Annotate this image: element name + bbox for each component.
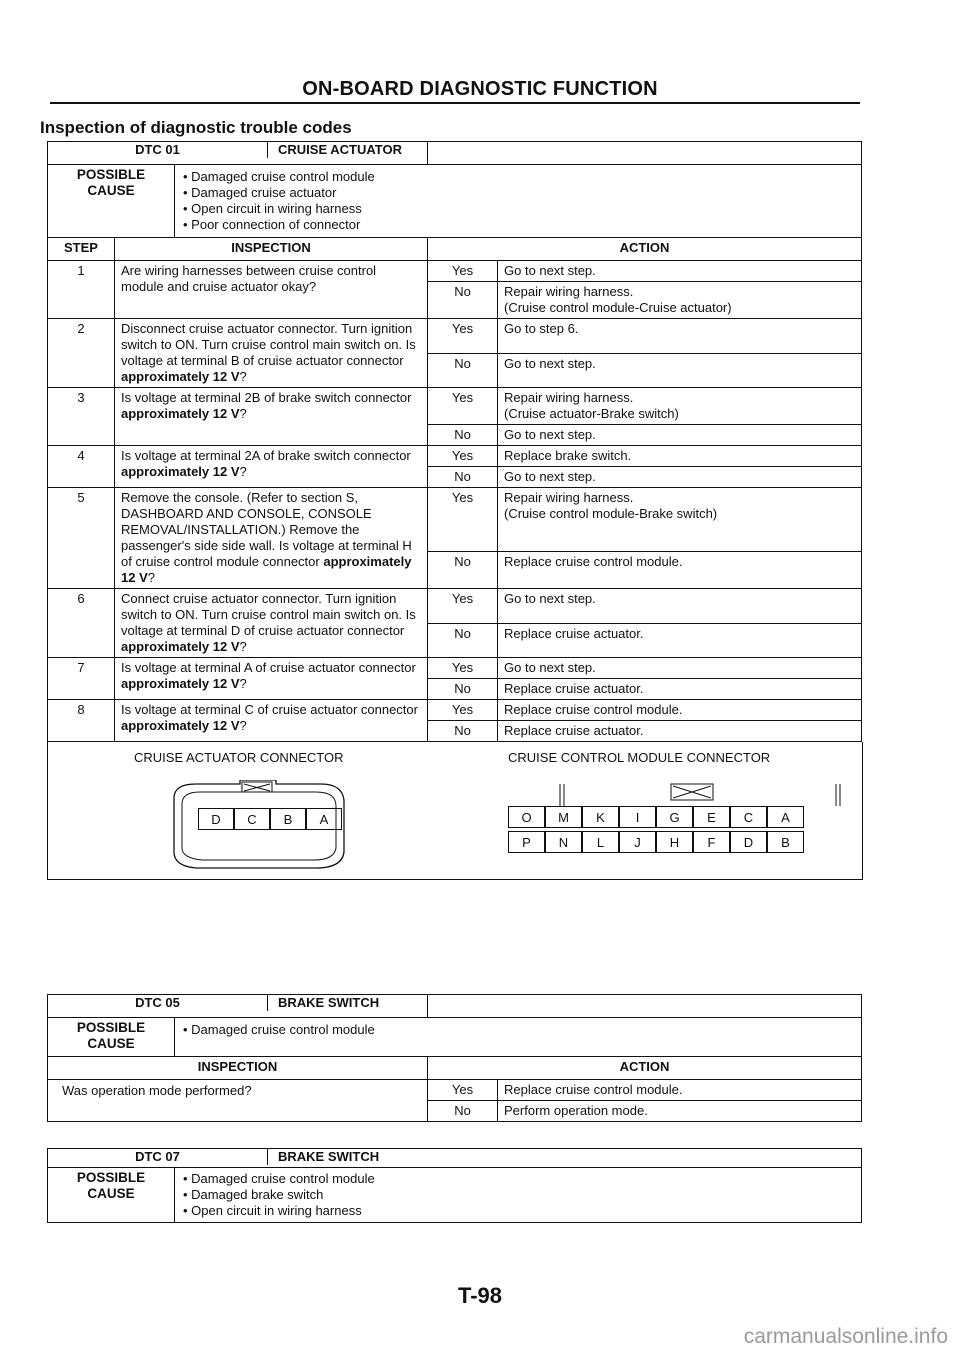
module-pin: F [693, 831, 730, 853]
cause-item: • Damaged cruise control module [183, 1171, 853, 1187]
dtc05-columns-row [48, 1057, 862, 1080]
yes-action: Go to next step. [504, 263, 596, 278]
no-label: No [428, 425, 498, 446]
col-inspection: INSPECTION [48, 1057, 428, 1080]
dtc01-causes-list [183, 169, 853, 233]
dtc07-header-row [48, 1149, 862, 1168]
step-inspection-text: Disconnect cruise actuator connector. Turn ignition switch to ON. Turn cruise control main switch on. Is voltage at terminal B of cruise actuator connector [121, 321, 416, 368]
module-pin: J [619, 831, 656, 853]
yes-action-cell [498, 446, 862, 467]
title-rule [50, 102, 860, 104]
step-inspection [115, 658, 428, 700]
yes-action-detail: (Cruise actuator-Brake switch) [504, 406, 679, 421]
dtc05-table [47, 994, 862, 1122]
step-inspection [115, 319, 428, 388]
no-action-cell [498, 721, 862, 742]
no-label: No [428, 353, 498, 388]
no-action: Go to next step. [504, 469, 596, 484]
step-question-mark: ? [147, 570, 155, 585]
page-title: ON-BOARD DIAGNOSTIC FUNCTION [302, 78, 658, 100]
step-inspection-bold: approximately 12 V [121, 718, 240, 733]
step-question-mark: ? [239, 464, 247, 479]
step-number: 5 [48, 488, 115, 589]
module-pin: L [582, 831, 619, 853]
no-label: No [428, 679, 498, 700]
yes-action: Replace brake switch. [504, 448, 632, 463]
step-inspection [115, 488, 428, 589]
no-action: Go to next step. [504, 355, 596, 371]
actuator-pin: B [270, 808, 306, 830]
no-label: No [428, 1101, 498, 1122]
step-inspection-bold: approximately 12 V [121, 639, 240, 654]
step-question-mark: ? [239, 718, 247, 733]
dtc01-table [47, 141, 862, 742]
step-row [48, 446, 862, 467]
dtc01-cause-row [48, 165, 862, 238]
module-pin: M [545, 806, 582, 828]
step-inspection-text: Remove the console. (Refer to section S, DASHBOARD AND CONSOLE, CONSOLE REMOVAL/INSTALLATION.) Remove the passenger's side side wall. Is voltage at terminal H of cruise control module connector [121, 490, 412, 569]
dtc05-cause-row [48, 1018, 862, 1057]
step-inspection [115, 261, 428, 319]
module-pin: E [693, 806, 730, 828]
module-pin: K [582, 806, 619, 828]
step-number: 7 [48, 658, 115, 700]
step-question-mark: ? [239, 406, 247, 421]
no-label: No [428, 282, 498, 319]
cause-item: • Damaged brake switch [183, 1187, 853, 1203]
step-row [48, 700, 862, 721]
col-inspection: INSPECTION [115, 238, 428, 261]
yes-label: Yes [428, 446, 498, 467]
step-inspection-bold: approximately 12 V [121, 406, 240, 421]
dtc07-cause-row [48, 1168, 862, 1223]
no-label: No [428, 467, 498, 488]
module-pin: G [656, 806, 693, 828]
no-action-cell [498, 679, 862, 700]
step-inspection-text: Is voltage at terminal A of cruise actuator connector [121, 660, 416, 675]
module-connector-label: CRUISE CONTROL MODULE CONNECTOR [508, 750, 771, 765]
dtc07-code: DTC 07 [48, 1149, 268, 1165]
module-pin: C [730, 806, 767, 828]
step-inspection-text: Are wiring harnesses between cruise control module and cruise actuator okay? [121, 263, 377, 294]
actuator-pin: D [198, 808, 234, 830]
no-action-cell [498, 282, 862, 319]
step-row [48, 319, 862, 354]
yes-label: Yes [428, 319, 498, 354]
dtc07-possible-cause-label: POSSIBLE CAUSE [48, 1168, 175, 1223]
watermark: carmanualsonline.info [743, 1325, 948, 1348]
no-action: Replace cruise control module. [504, 554, 683, 570]
yes-action-cell [498, 700, 862, 721]
yes-action: Go to next step. [504, 660, 596, 675]
no-label: No [428, 552, 498, 589]
module-pin: A [767, 806, 804, 828]
step-row [48, 261, 862, 282]
yes-action-detail: (Cruise control module-Brake switch) [504, 506, 718, 521]
module-pin: H [656, 831, 693, 853]
no-label: No [428, 623, 498, 658]
page-number: T-98 [457, 1283, 503, 1308]
cause-item: • Open circuit in wiring harness [183, 1203, 853, 1219]
step-row [48, 589, 862, 624]
step-row [48, 658, 862, 679]
dtc07-name: BRAKE SWITCH [278, 1149, 380, 1164]
dtc01-header-row [48, 142, 862, 165]
step-question-mark: ? [239, 369, 247, 384]
module-pin: I [619, 806, 656, 828]
no-action-detail: (Cruise control module-Cruise actuator) [504, 300, 732, 315]
yes-action: Replace cruise control module. [498, 1080, 862, 1101]
connector-diagram-area [47, 742, 863, 880]
step-inspection-text: Is voltage at terminal 2B of brake switch connector [121, 390, 412, 405]
dtc01-steps [48, 261, 862, 742]
yes-label: Yes [428, 589, 498, 624]
module-pin: N [545, 831, 582, 853]
step-inspection-bold: approximately 12 V [121, 554, 412, 585]
yes-action-cell [498, 319, 862, 354]
yes-action: Repair wiring harness. [504, 390, 634, 405]
yes-action: Go to step 6. [504, 321, 579, 336]
section-title: Inspection of diagnostic trouble codes [40, 118, 352, 137]
dtc05-possible-cause-label: POSSIBLE CAUSE [48, 1018, 175, 1057]
no-action: Replace cruise actuator. [504, 625, 644, 641]
step-question-mark: ? [239, 639, 247, 654]
step-row [48, 388, 862, 425]
step-number: 8 [48, 700, 115, 742]
yes-label: Yes [428, 388, 498, 425]
col-step: STEP [48, 238, 115, 261]
yes-action-cell [498, 488, 862, 552]
no-action-cell [498, 623, 862, 658]
actuator-pin: C [234, 808, 270, 830]
dtc07-table [47, 1148, 862, 1223]
step-inspection-bold: approximately 12 V [121, 369, 240, 384]
yes-action-cell [498, 658, 862, 679]
no-action: Replace cruise actuator. [504, 681, 644, 696]
yes-label: Yes [428, 261, 498, 282]
cause-item: • Open circuit in wiring harness [183, 201, 853, 217]
col-action: ACTION [428, 238, 862, 261]
cause-item: • Poor connection of connector [183, 217, 853, 233]
actuator-pin: A [306, 808, 342, 830]
step-number: 2 [48, 319, 115, 388]
dtc05-name: BRAKE SWITCH [278, 995, 380, 1010]
col-action: ACTION [428, 1057, 862, 1080]
no-action-cell [498, 552, 862, 589]
yes-label: Yes [428, 1080, 498, 1101]
step-inspection [115, 700, 428, 742]
no-action-cell [498, 467, 862, 488]
yes-label: Yes [428, 488, 498, 552]
step-inspection-text: Is voltage at terminal 2A of brake switch connector [121, 448, 411, 463]
cause-item: • Damaged cruise actuator [183, 185, 853, 201]
step-number: 1 [48, 261, 115, 319]
dtc05-yes-row [48, 1080, 862, 1101]
step-inspection [115, 446, 428, 488]
dtc01-possible-cause-label: POSSIBLE CAUSE [48, 165, 175, 238]
yes-action: Go to next step. [504, 591, 596, 606]
dtc05-code: DTC 05 [48, 995, 268, 1011]
step-row [48, 488, 862, 552]
step-question-mark: ? [239, 676, 247, 691]
yes-action: Replace cruise control module. [504, 702, 683, 717]
dtc01-columns-row [48, 238, 862, 261]
dtc05-inspection: Was operation mode performed? [48, 1080, 428, 1122]
no-action: Go to next step. [504, 427, 596, 442]
dtc01-name: CRUISE ACTUATOR [278, 142, 402, 157]
module-pin: D [730, 831, 767, 853]
step-inspection-text: Connect cruise actuator connector. Turn ignition switch to ON. Turn cruise control main switch on. Is voltage at terminal D of cruise actuator connector [121, 591, 416, 638]
yes-action-cell [498, 261, 862, 282]
step-number: 4 [48, 446, 115, 488]
yes-action-cell [498, 388, 862, 425]
module-pin: P [508, 831, 545, 853]
no-action-cell [498, 425, 862, 446]
no-action: Perform operation mode. [498, 1101, 862, 1122]
dtc05-header-row [48, 995, 862, 1018]
yes-label: Yes [428, 658, 498, 679]
cause-item: • Damaged cruise control module [183, 169, 853, 185]
no-action: Replace cruise actuator. [504, 723, 644, 738]
yes-label: Yes [428, 700, 498, 721]
dtc01-code: DTC 01 [48, 142, 268, 158]
no-action: Repair wiring harness. [504, 284, 634, 299]
step-inspection-bold: approximately 12 V [121, 464, 240, 479]
no-label: No [428, 721, 498, 742]
yes-action-cell [498, 589, 862, 624]
step-number: 3 [48, 388, 115, 446]
step-inspection [115, 589, 428, 658]
yes-action: Repair wiring harness. [504, 490, 634, 505]
module-pin: O [508, 806, 545, 828]
module-pin: B [767, 831, 804, 853]
cause-item: • Damaged cruise control module [183, 1022, 853, 1038]
step-inspection-text: Is voltage at terminal C of cruise actuator connector [121, 702, 418, 717]
step-inspection [115, 388, 428, 446]
no-action-cell [498, 353, 862, 388]
actuator-connector-label: CRUISE ACTUATOR CONNECTOR [134, 750, 344, 765]
step-inspection-bold: approximately 12 V [121, 676, 240, 691]
step-number: 6 [48, 589, 115, 658]
